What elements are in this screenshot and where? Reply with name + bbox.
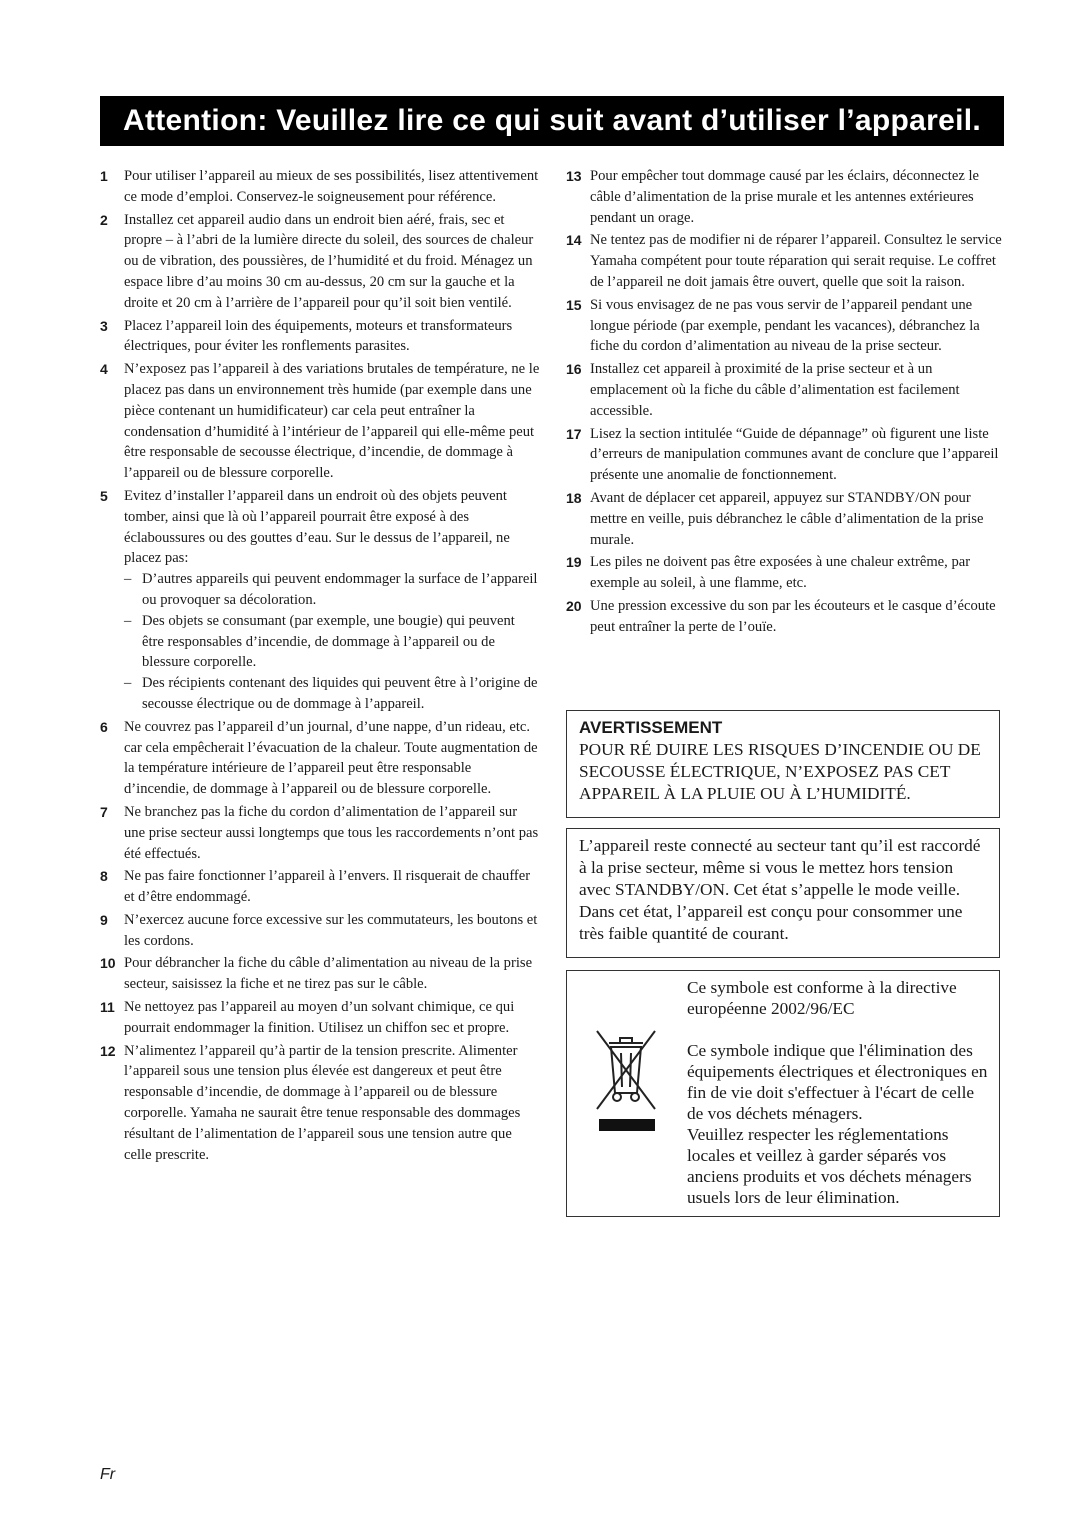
item-number: 10: [100, 955, 116, 972]
item-number: 5: [100, 487, 108, 504]
item-number: 19: [566, 554, 582, 571]
weee-text: [687, 977, 991, 1208]
item-text: Une pression excessive du son par les écouteurs et le casque d’écoute peut entraîner la perte de l’ouïe.: [590, 597, 996, 635]
item-number: 8: [100, 868, 108, 885]
item-number: 13: [566, 168, 582, 184]
item-text: Evitez d’installer l’appareil dans un endroit où des objets peuvent tomber, ainsi que là où l’appareil pourrait être exposé à des éclaboussures ou des gouttes d’eau. Sur le dessus de l’appareil, ne placez pas:: [124, 487, 510, 567]
list-item: [100, 866, 540, 908]
item-text: Lisez la section intitulée “Guide de dépannage” où figurent une liste d’erreurs de manipulation communes avant de conclure que l’appareil présente une anomalie de fonctionnement.: [590, 425, 999, 484]
list-item: [566, 166, 1002, 228]
item-text: Pour débrancher la fiche du câble d’alimentation au niveau de la prise secteur, saisissez la fiche et ne tirez pas sur le câble.: [124, 955, 533, 993]
item-text: Avant de déplacer cet appareil, appuyez sur STANDBY/ON pour mettre en veille, puis débranchez le câble d’alimentation de la prise murale.: [590, 489, 984, 548]
weee-line: Ce symbole indique que l'élimination des équipements électriques et électroniques en fin de vie doit s'effectuer à l'écart de celle de vos déchets ménagers.: [687, 1041, 988, 1123]
crossed-out-bin-icon: [591, 1025, 661, 1135]
weee-line: Ce symbole est conforme à la directive européenne 2002/96/EC: [687, 978, 957, 1018]
item-text: Installez cet appareil audio dans un endroit bien aéré, frais, sec et propre – à l’abri de la lumière directe du soleil, des sources de chaleur ou de vibration, des poussières, de l’humidité et du froid. Ménagez un espace libre d’au moins 30 cm au-dessus, 20 cm sur la gauche et la droite et 20 cm à l’arrière de l’appareil pour qu’il soit bien ventilé.: [124, 211, 534, 311]
item-text: Ne couvrez pas l’appareil d’un journal, d’une nappe, d’un rideau, etc. car cela empêcherait l’évacuation de la chaleur. Toute augmentation de la température intérieure de l’appareil peut être responsable d’incendie, de dommage à l’appareil ou de blessure corporelle.: [124, 718, 538, 798]
dash: –: [124, 612, 132, 629]
item-number: 16: [566, 361, 582, 378]
sub-item-text: Des objets se consumant (par exemple, une bougie) qui peuvent être responsables d’incendie, de dommage à l’appareil ou de blessure corporelle.: [142, 612, 515, 671]
list-item: [566, 424, 1002, 486]
list-item: [100, 359, 540, 484]
sub-item-text: Des récipients contenant des liquides qui peuvent être à l’origine de secousse électrique ou de dommage à l’appareil.: [142, 675, 538, 712]
item-text: Les piles ne doivent pas être exposées à une chaleur extrême, par exemple au soleil, à une flamme, etc.: [590, 554, 971, 592]
page-language-footer: Fr: [100, 1466, 116, 1483]
sub-item: [124, 673, 540, 715]
item-number: 12: [100, 1042, 116, 1059]
item-number: 6: [100, 718, 108, 735]
list-item: [100, 717, 540, 800]
list-item: [100, 997, 540, 1039]
item-text: N’exposez pas l’appareil à des variations brutales de température, ne le placez pas dans un environnement très humide (par exemple dans une pièce contenant un humidificateur) car cela peut entraîner la condensation d’humidité à l’intérieur de l’appareil qui elle-même peut être responsable de secousse électrique, d’incendie, de dommage à l’appareil ou de blessure corporelle.: [124, 361, 540, 482]
item-text: Pour utiliser l’appareil au mieux de ses possibilités, lisez attentivement ce mode d’emploi. Conservez-le soigneusement pour référence.: [124, 168, 539, 205]
sub-item: [124, 569, 540, 611]
item-number: 1: [100, 168, 108, 184]
weee-line: Veuillez respecter les réglementations locales et veillez à garder séparés vos anciens produits et vos déchets ménagers usuels lors de leur élimination.: [687, 1125, 972, 1207]
list-item: [100, 802, 540, 864]
item-number: 9: [100, 911, 108, 928]
warning-text: POUR RÉ DUIRE LES RISQUES D’INCENDIE OU DE SECOUSSE ÉLECTRIQUE, N’EXPOSEZ PAS CET APPAREIL À LA PLUIE OU À L’HUMIDITÉ.: [579, 740, 981, 803]
item-number: 20: [566, 597, 582, 614]
list-item: [100, 210, 540, 314]
page-title-banner: [100, 96, 1004, 146]
weee-box: [566, 970, 1000, 1217]
item-text: N’alimentez l’appareil qu’à partir de la tension prescrite. Alimenter l’appareil sous une tension plus élevée est dangereux et peut être responsable d’incendie, de dommage à l’appareil ou de blessure corporelle. Yamaha ne saurait être tenue responsable des dommages résultant de l’alimentation de l’appareil sous une tension autre que celle prescrite.: [124, 1042, 521, 1163]
item-text: Placez l’appareil loin des équipements, moteurs et transformateurs électriques, pour éviter les ronflements parasites.: [124, 317, 513, 355]
item-number: 3: [100, 317, 108, 334]
item-text: Ne tentez pas de modifier ni de réparer l’appareil. Consultez le service Yamaha compétent pour toute réparation qui serait requise. Le coffret de l’appareil ne doit jamais être ouvert, quelle que soit la raison.: [590, 232, 1002, 290]
dash: –: [124, 675, 132, 692]
right-column: [566, 166, 1002, 640]
item-number: 14: [566, 232, 582, 249]
list-item: [100, 910, 540, 952]
item-number: 4: [100, 361, 108, 378]
left-column: [100, 166, 540, 1167]
list-item: [566, 230, 1002, 292]
standby-note-text: L’appareil reste connecté au secteur tant qu’il est raccordé à la prise secteur, même si vous le mettez hors tension avec STANDBY/ON. Cet état s’appelle le mode veille. Dans cet état, l’appareil est conçu pour consommer une très faible quantité de courant.: [579, 836, 981, 943]
item-text: Installez cet appareil à proximité de la prise secteur et à un emplacement où la fiche du câble d’alimentation est facilement accessible.: [590, 361, 960, 419]
list-item: [100, 953, 540, 995]
dash: –: [124, 571, 132, 588]
item-text: Ne nettoyez pas l’appareil au moyen d’un solvant chimique, ce qui pourrait endommager la finition. Utilisez un chiffon sec et propre.: [124, 999, 515, 1036]
item-text: Ne pas faire fonctionner l’appareil à l’envers. Il risquerait de chauffer et d’être endommagé.: [124, 868, 531, 906]
warning-title: AVERTISSEMENT: [579, 718, 723, 737]
item-text: Ne branchez pas la fiche du cordon d’alimentation de l’appareil sur une prise secteur aussi longtemps que tous les raccordements n’ont pas été effectués.: [124, 803, 539, 862]
list-item: [100, 1041, 540, 1166]
item-text: Pour empêcher tout dommage causé par les éclairs, déconnectez le câble d’alimentation de la prise murale et les antennes extérieures pendant un orage.: [590, 168, 979, 226]
item-text: N’exercez aucune force excessive sur les commutateurs, les boutons et les cordons.: [124, 911, 538, 949]
item-number: 2: [100, 211, 108, 228]
list-item: [566, 359, 1002, 421]
item-number: 7: [100, 803, 108, 820]
list-item: [566, 295, 1002, 357]
item-number: 11: [100, 999, 115, 1016]
item-number: 17: [566, 425, 582, 442]
page-title: Attention: Veuillez lire ce qui suit avant d’utiliser l’appareil.: [122, 104, 982, 137]
item-number: 18: [566, 489, 582, 506]
standby-note-box: [566, 828, 1000, 958]
list-item: [566, 488, 1002, 550]
list-item: [100, 486, 540, 715]
list-item: [566, 552, 1002, 594]
list-item: [100, 316, 540, 358]
warning-box: [566, 710, 1000, 818]
list-item: [100, 166, 540, 208]
sub-item: [124, 611, 540, 673]
sub-item-text: D’autres appareils qui peuvent endommager la surface de l’appareil ou provoquer sa décoloration.: [142, 571, 538, 608]
list-item: [566, 596, 1002, 638]
item-number: 15: [566, 296, 582, 313]
item-text: Si vous envisagez de ne pas vous servir de l’appareil pendant une longue période (par exemple, pendant les vacances), débranchez la fiche du cordon d’alimentation au niveau de la prise secteur.: [590, 296, 980, 355]
